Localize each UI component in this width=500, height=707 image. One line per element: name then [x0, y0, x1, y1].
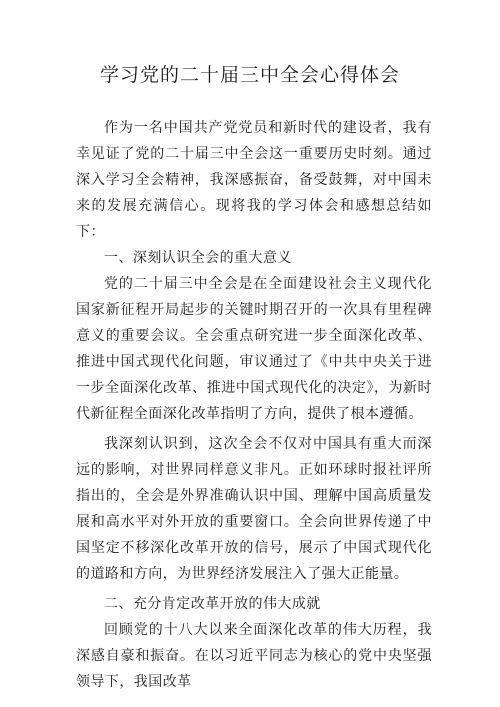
section-1-paragraph-1: 党的二十届三中全会是在全面建设社会主义现代化国家新征程开局起步的关键时期召开的一次具有里程碑意义的重要会议。全会重点研究进一步全面深化改革、推进中国式现代化问题，审议通过了《中共中央关于进一步全面深化改革、推进中国式现代化的决定》，为新时代新征程全面深化改革指明了方向，提供了根本遵循。 — [76, 276, 432, 422]
section-1-heading: 一、深刻认识全会的重大意义 — [104, 250, 292, 266]
document-body — [76, 115, 432, 695]
section-2-paragraph-1: 回顾党的十八大以来全面深化改革的伟大历程，我深感自豪和振奋。在以习近平同志为核心的党中央坚强领导下，我国改革 — [76, 622, 432, 690]
section-1-paragraph-2: 我深刻认识到，这次全会不仅对中国具有重大而深远的影响，对世界同样意义非凡。正如环球时报社评所指出的，全会是外界准确认识中国、理解中国高质量发展和高水平对外开放的重要窗口。全会向世界传递了中国坚定不移深化改革开放的信号，展示了中国式现代化的道路和方向，为世界经济发展注入了强大正能量。 — [76, 436, 432, 582]
intro-paragraph: 作为一名中国共产党党员和新时代的建设者，我有幸见证了党的二十届三中全会这一重要历史时刻。通过深入学习全会精神，我深感振奋，备受鼓舞，对中国未来的发展充满信心。现将我的学习体会和感想总结如下： — [76, 120, 432, 240]
section-2-heading: 二、充分肯定改革开放的伟大成就 — [104, 596, 321, 612]
document-title: 学习党的二十届三中全会心得体会 — [99, 64, 400, 86]
